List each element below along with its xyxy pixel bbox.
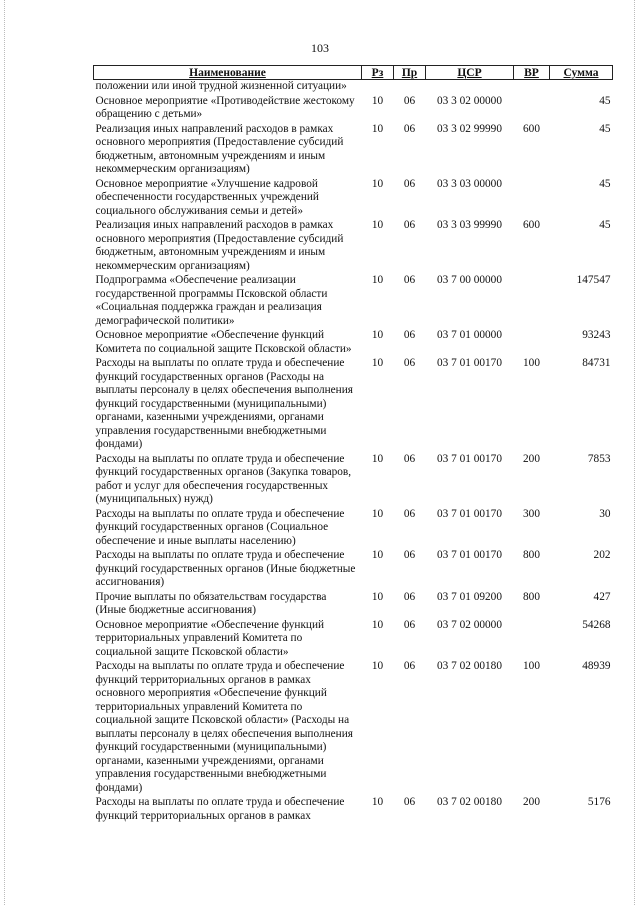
cell-csr: 03 7 02 00180 xyxy=(437,660,502,672)
cell-csr: 03 7 01 00170 xyxy=(437,357,502,369)
cell-vr: 300 xyxy=(523,507,540,520)
cell-csr: 03 3 03 99990 xyxy=(437,219,502,231)
cell-csr: 03 7 01 09200 xyxy=(437,590,502,603)
table-row xyxy=(94,619,613,661)
cell-csr: 03 3 02 99990 xyxy=(437,122,502,135)
table-row xyxy=(94,274,613,329)
table-row xyxy=(94,591,613,619)
table-row xyxy=(94,357,613,453)
cell-vr: 600 xyxy=(523,219,540,231)
cell-rz: 10 xyxy=(371,274,384,286)
cell-name: Основное мероприятие «Обеспечение функций территориальных управлений Комитета по социальной защите Псковской области» xyxy=(95,618,325,658)
cell-vr xyxy=(514,329,550,357)
table-body xyxy=(94,80,613,825)
table-row xyxy=(94,329,613,357)
cell-sum: 48939 xyxy=(582,660,611,672)
cell-sum: 427 xyxy=(593,590,611,603)
cell-name: Подпрограмма «Обеспечение реализации государственной программы Псковской области «Социальная поддержка граждан и реализация демографической политики» xyxy=(95,274,328,327)
cell-rz: 10 xyxy=(371,452,384,465)
cell-pr: 06 xyxy=(403,549,416,561)
cell-rz: 10 xyxy=(371,660,384,672)
cell-sum: 45 xyxy=(599,177,611,190)
cell-csr: 03 7 01 00170 xyxy=(437,507,502,520)
header-csr: ЦСР xyxy=(426,66,514,80)
cell-pr: 06 xyxy=(403,122,416,135)
cell-vr: 100 xyxy=(523,357,540,369)
cell-sum: 30 xyxy=(599,507,611,520)
cell-rz: 10 xyxy=(371,357,384,369)
table-row xyxy=(94,796,613,824)
header-vr: ВР xyxy=(514,66,550,80)
cell-name: Расходы на выплаты по оплате труда и обеспечение функций государственных органов (Иные бюджетные ассигнования) xyxy=(95,549,356,588)
table-header xyxy=(94,66,613,80)
cell-vr: 200 xyxy=(523,452,540,465)
cell-rz: 10 xyxy=(371,329,384,341)
cell-sum: 202 xyxy=(593,549,611,561)
table-row xyxy=(94,508,613,550)
cell-sum: 7853 xyxy=(587,452,611,465)
cell-name: Основное мероприятие «Противодействие жестокому обращению с детьми» xyxy=(95,94,355,120)
cell-sum: 147547 xyxy=(576,274,611,286)
cell-name: Расходы на выплаты по оплате труда и обеспечение функций государственных органов (Закупка товаров, работ и услуг для обеспечения государственных (муниципальных) нужд) xyxy=(95,452,352,505)
cell-csr: 03 7 01 00000 xyxy=(437,329,502,341)
cell-vr: 800 xyxy=(523,590,540,603)
cell-pr: 06 xyxy=(403,618,416,631)
cell-name: Расходы на выплаты по оплате труда и обеспечение функций государственных органов (Расходы на выплаты персоналу в целях обеспечения выполнения функций государственными (муниципальными) органами, казенными учреждениями, органами управления государственными внебюджетными фондами) xyxy=(95,357,353,450)
cell-csr: 03 7 02 00000 xyxy=(437,618,502,631)
cell-vr xyxy=(514,80,550,95)
cell-csr: 03 7 02 00180 xyxy=(437,796,502,808)
cell-vr xyxy=(514,178,550,220)
cell-pr xyxy=(394,80,426,95)
cell-sum: 84731 xyxy=(582,357,611,369)
cell-csr: 03 7 00 00000 xyxy=(437,274,502,286)
cell-vr xyxy=(514,274,550,329)
cell-rz: 10 xyxy=(371,796,384,808)
cell-pr: 06 xyxy=(403,357,416,369)
header-sum: Сумма xyxy=(550,66,613,80)
cell-pr: 06 xyxy=(403,452,416,465)
table-row xyxy=(94,80,613,95)
table-row xyxy=(94,660,613,796)
cell-csr: 03 7 01 00170 xyxy=(437,452,502,465)
cell-rz: 10 xyxy=(371,549,384,561)
cell-name: Основное мероприятие «Обеспечение функций Комитета по социальной защите Псковской области» xyxy=(95,329,352,355)
cell-rz: 10 xyxy=(371,122,384,135)
cell-name: Расходы на выплаты по оплате труда и обеспечение функций территориальных органов в рамках основного мероприятия «Обеспечение функций территориальных управлений Комитета по социальной защите Псковской области» (Расходы на выплаты персоналу в целях обеспечения выполнения функций государственными (муниципальными) органами, казенными учреждениями, органами управления государственными внебюджетными фондами) xyxy=(95,660,353,794)
cell-pr: 06 xyxy=(403,177,416,190)
cell-rz: 10 xyxy=(371,618,384,631)
cell-pr: 06 xyxy=(403,219,416,231)
cell-name: Прочие выплаты по обязательствам государства (Иные бюджетные ассигнования) xyxy=(95,590,327,616)
table-row xyxy=(94,219,613,274)
cell-pr: 06 xyxy=(403,274,416,286)
cell-sum: 45 xyxy=(599,94,611,107)
header-rz: Рз xyxy=(362,66,394,80)
cell-name: Расходы на выплаты по оплате труда и обеспечение функций территориальных органов в рамках xyxy=(95,796,345,822)
table-row xyxy=(94,123,613,178)
cell-name: Реализация иных направлений расходов в рамках основного мероприятия (Предоставление субсидий бюджетным, автономным учреждениям и иным некоммерческим организациям) xyxy=(95,219,344,272)
table-row xyxy=(94,453,613,508)
header-pr: Пр xyxy=(394,66,426,80)
cell-pr: 06 xyxy=(403,660,416,672)
cell-csr: 03 7 01 00170 xyxy=(437,549,502,561)
cell-vr: 800 xyxy=(523,549,540,561)
cell-pr: 06 xyxy=(403,329,416,341)
scan-edge-right xyxy=(634,0,636,905)
table-row xyxy=(94,549,613,591)
cell-rz: 10 xyxy=(371,94,384,107)
cell-vr xyxy=(514,619,550,661)
scan-edge-left xyxy=(4,0,6,905)
cell-sum: 5176 xyxy=(587,796,611,808)
cell-csr: 03 3 03 00000 xyxy=(437,177,502,190)
page-number: 103 xyxy=(311,41,329,55)
cell-sum: 45 xyxy=(599,122,611,135)
table-row xyxy=(94,178,613,220)
table-row xyxy=(94,95,613,123)
cell-vr xyxy=(514,95,550,123)
cell-name: Реализация иных направлений расходов в рамках основного мероприятия (Предоставление субсидий бюджетным, автономным учреждениям и иным некоммерческим организациям) xyxy=(95,122,344,175)
cell-rz: 10 xyxy=(371,177,384,190)
budget-table xyxy=(93,65,613,824)
cell-name: положении или иной трудной жизненной ситуации» xyxy=(95,80,347,92)
cell-name: Основное мероприятие «Улучшение кадровой обеспеченности государственных учреждений социального обслуживания семьи и детей» xyxy=(95,177,319,217)
cell-vr: 200 xyxy=(523,796,540,808)
cell-vr: 600 xyxy=(523,122,540,135)
cell-sum xyxy=(550,80,613,95)
cell-rz xyxy=(362,80,394,95)
cell-pr: 06 xyxy=(403,94,416,107)
cell-vr: 100 xyxy=(523,660,540,672)
cell-sum: 93243 xyxy=(582,329,611,341)
cell-csr xyxy=(426,80,514,95)
cell-rz: 10 xyxy=(371,507,384,520)
cell-pr: 06 xyxy=(403,796,416,808)
cell-sum: 54268 xyxy=(582,618,611,631)
cell-sum: 45 xyxy=(599,219,611,231)
cell-rz: 10 xyxy=(371,590,384,603)
cell-name: Расходы на выплаты по оплате труда и обеспечение функций государственных органов (Социальное обеспечение и иные выплаты населению) xyxy=(95,507,345,547)
cell-rz: 10 xyxy=(371,219,384,231)
cell-csr: 03 3 02 00000 xyxy=(437,94,502,107)
cell-pr: 06 xyxy=(403,590,416,603)
header-name: Наименование xyxy=(94,66,362,80)
cell-pr: 06 xyxy=(403,507,416,520)
